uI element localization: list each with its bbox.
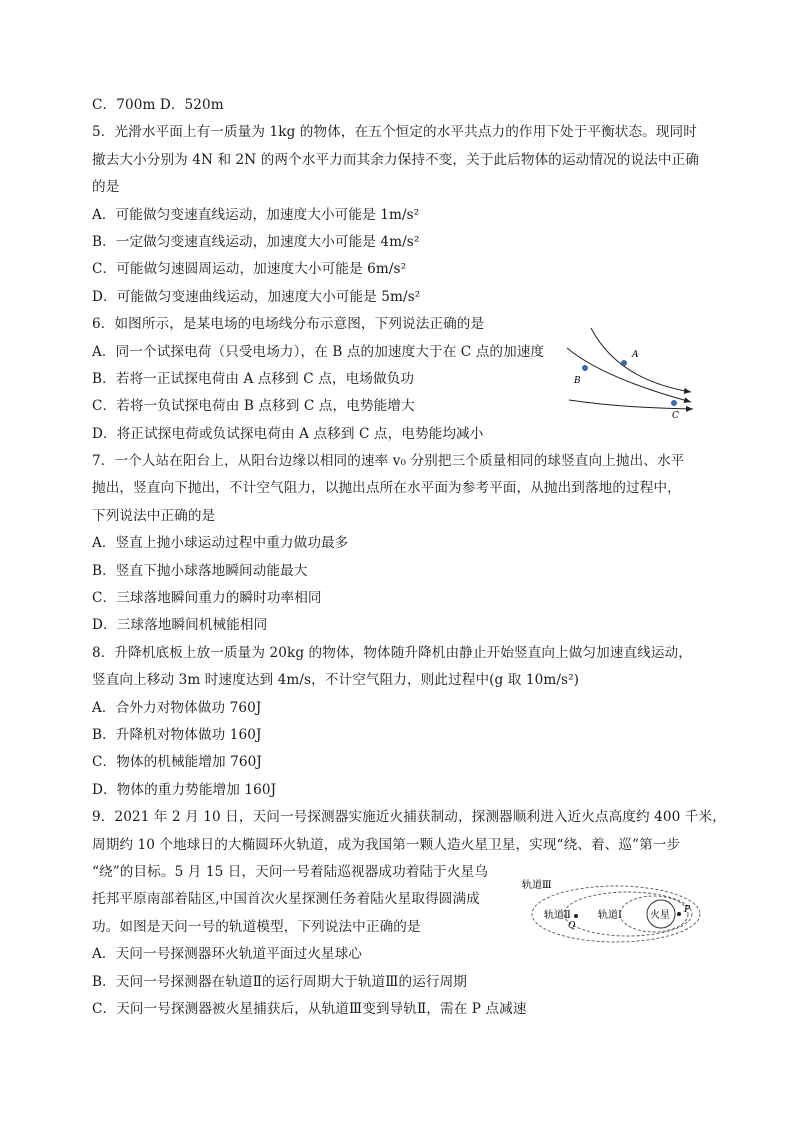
text-line: 6．如图所示，是某电场的电场线分布示意图，下列说法正确的是: [92, 316, 485, 333]
text-line: B．一定做匀变速直线运动，加速度大小可能是 4m/s²: [92, 233, 420, 250]
mars-orbit-diagram: [518, 876, 704, 946]
text-line: B．天问一号探测器在轨道Ⅱ的运行周期大于轨道Ⅲ的运行周期: [92, 973, 467, 990]
text-line: 9．2021 年 2 月 10 日，天问一号探测器实施近火捕获制动，探测器顺利进入近火点高度约 400 千米，: [92, 809, 726, 826]
text-line: 的是: [92, 179, 120, 196]
orbit-svg: [518, 876, 704, 946]
label-orbit-iii: 轨道Ⅲ: [522, 880, 552, 891]
point-q-dot: [574, 914, 578, 918]
text-line: C．可能做匀速圆周运动，加速度大小可能是 6m/s²: [92, 261, 407, 278]
text-line: B．竖直下抛小球落地瞬间动能最大: [92, 562, 308, 579]
text-line: C．三球落地瞬间重力的瞬时功率相同: [92, 590, 322, 607]
point-p-dot: [677, 912, 681, 916]
point-c-dot: [671, 400, 676, 405]
electric-field-diagram: [563, 320, 703, 428]
text-line: B．若将一正试探电荷由 A 点移到 C 点，电场做负功: [92, 370, 415, 387]
label-mars: 火星: [650, 910, 670, 921]
label-orbit-i: 轨道Ⅰ: [598, 910, 622, 921]
text-line: B．升降机对物体做功 160J: [92, 726, 262, 743]
point-b-dot: [582, 365, 587, 370]
text-line: C．700m D．520m: [92, 97, 224, 113]
label-p: P: [684, 905, 691, 915]
text-line: 下列说法中正确的是: [92, 507, 216, 524]
text-line: D．三球落地瞬间机械能相同: [92, 617, 268, 634]
label-a: A: [632, 350, 639, 360]
label-b: B: [574, 376, 581, 386]
text-line: 抛出，竖直向下抛出，不计空气阻力，以抛出点所在水平面为参考平面，从抛出到落地的过程中，: [92, 480, 681, 497]
text-line: A．同一个试探电荷（只受电场力），在 B 点的加速度大于在 C 点的加速度: [92, 343, 545, 360]
text-line: 5．光滑水平面上有一质量为 1kg 的物体，在五个恒定的水平共点力的作用下处于平衡状态。现同时: [92, 124, 697, 141]
text-line: 竖直向上移动 3m 时速度达到 4m/s，不计空气阻力，则此过程中(g 取 10m/s²): [92, 672, 580, 689]
text-line: A．竖直上抛小球运动过程中重力做功最多: [92, 535, 349, 552]
field-line-top: [591, 328, 691, 392]
text-line: D．可能做匀变速曲线运动，加速度大小可能是 5m/s²: [92, 288, 421, 305]
text-line: 8．升降机底板上放一质量为 20kg 的物体，物体随升降机由静止开始竖直向上做匀加速直线运动，: [92, 644, 692, 661]
text-line: 托邦平原南部着陆区,中国首次火星探测任务着陆火星取得圆满成: [92, 891, 480, 908]
text-line: C．若将一负试探电荷由 B 点移到 C 点，电势能增大: [92, 398, 415, 415]
text-line: C．物体的机械能增加 760J: [92, 754, 262, 771]
text-line: D．将正试探电荷或负试探电荷由 A 点移到 C 点，电势能均减小: [92, 425, 484, 442]
text-line: A．可能做匀变速直线运动，加速度大小可能是 1m/s²: [92, 206, 420, 223]
text-line: 7．一个人站在阳台上，从阳台边缘以相同的速率 v₀ 分别把三个质量相同的球竖直向上抛出、水平: [92, 453, 685, 470]
text-line: “绕”的目标。5 月 15 日，天问一号着陆巡视器成功着陆于火星乌: [92, 863, 488, 880]
label-c: C: [672, 411, 679, 421]
text-line: 周期约 10 个地球日的大椭圆环火轨道，成为我国第一颗人造火星卫星，实现“绕、着、巡”第一步: [92, 836, 681, 853]
text-line: 功。如图是天问一号的轨道模型，下列说法中正确的是: [92, 918, 421, 935]
text-line: C．天问一号探测器被火星捕获后，从轨道Ⅲ变到导轨Ⅱ，需在 P 点减速: [92, 1000, 527, 1017]
text-line: A．天问一号探测器环火轨道平面过火星球心: [92, 946, 363, 963]
field-lines-svg: [563, 320, 703, 428]
text-line: D．物体的重力势能增加 160J: [92, 781, 277, 798]
text-line: A．合外力对物体做功 760J: [92, 699, 262, 716]
label-q: Q: [568, 921, 576, 931]
field-line-middle: [567, 348, 691, 402]
text-line: 撤去大小分别为 4N 和 2N 的两个水平力而其余力保持不变，关于此后物体的运动情况的说法中正确: [92, 151, 699, 168]
label-orbit-ii: 轨道Ⅱ: [544, 910, 571, 921]
point-a-dot: [621, 360, 626, 365]
